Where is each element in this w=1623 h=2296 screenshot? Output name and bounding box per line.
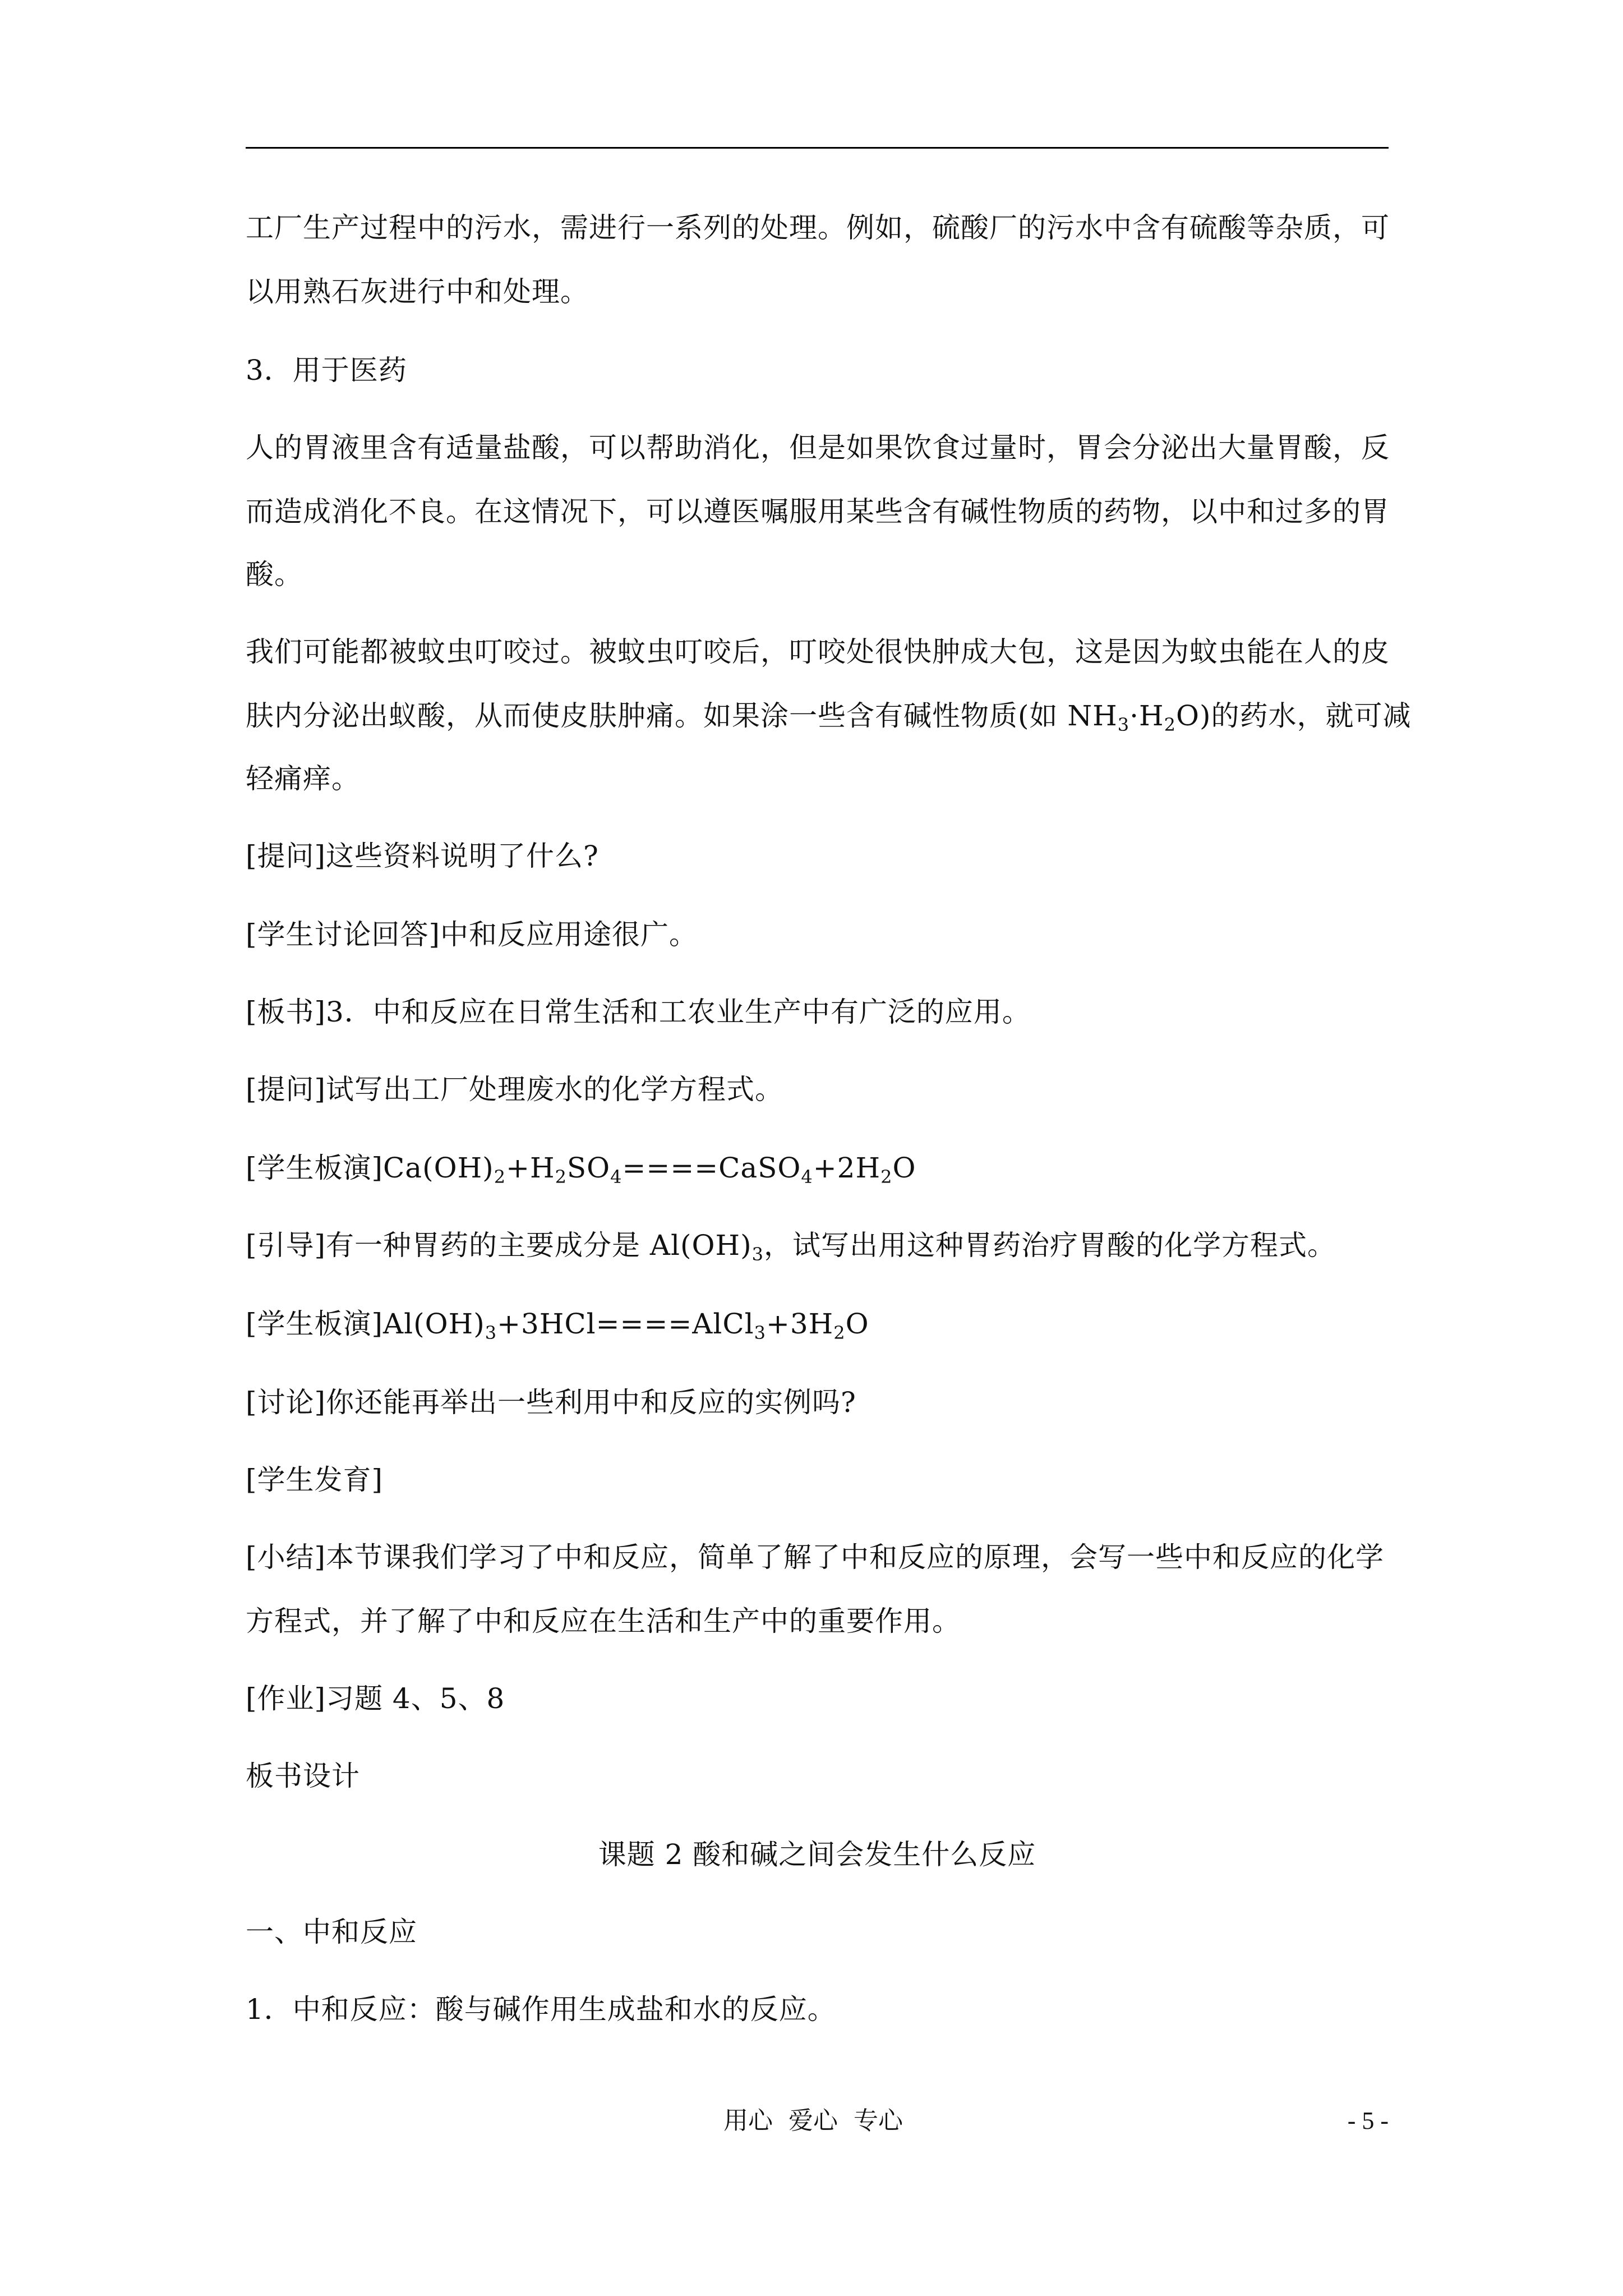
header-rule (246, 147, 1389, 149)
question-line: [提问]试写出工厂处理废水的化学方程式。 (246, 1073, 784, 1106)
paragraph-line-formula: 肤内分泌出蚁酸，从而使皮肤肿痛。如果涂一些含有碱性物质(如 $NH_3\cdot H_2O$)的药水，就可减 (246, 700, 1412, 735)
discussion-line: [讨论]你还能再举出一些利用中和反应的实例吗? (246, 1386, 856, 1419)
paragraph-line: 工厂生产过程中的污水，需进行一系列的处理。例如，硫酸厂的污水中含有硫酸等杂质，可 (246, 211, 1390, 244)
homework-line: [作业]习题 4、5、8 (246, 1682, 505, 1715)
paragraph-line: 酸。 (246, 558, 303, 591)
equation-line: [学生板演]$Al(OH)_3+3HCl====AlCl_3+3H_2O$ (246, 1308, 869, 1343)
paragraph-line: 轻痛痒。 (246, 762, 360, 795)
answer-line: [学生讨论回答]中和反应用途很广。 (246, 918, 698, 951)
question-line: [提问]这些资料说明了什么? (246, 840, 599, 872)
lesson-title: 课题 2 酸和碱之间会发生什么反应 (598, 1838, 1036, 1871)
equation-line: [学生板演]$Ca(OH)_2+H_2SO_4====CaSO_4+2H_2O$ (246, 1152, 916, 1188)
summary-line: 方程式，并了解了中和反应在生活和生产中的重要作用。 (246, 1605, 961, 1637)
outline-heading: 一、中和反应 (246, 1916, 417, 1948)
footer-motto: 用心 爱心 专心 (723, 2106, 903, 2135)
guide-line: [引导]有一种胃药的主要成分是 $Al(OH)_3$，试写出用这种胃药治疗胃酸的化学方程式。 (246, 1229, 1336, 1265)
board-note-line: [板书]3．中和反应在日常生活和工农业生产中有广泛的应用。 (246, 996, 1031, 1028)
paragraph-line: 以用熟石灰进行中和处理。 (246, 275, 589, 308)
paragraph-line: 而造成消化不良。在这情况下，可以遵医嘱服用某些含有碱性物质的药物，以中和过多的胃 (246, 495, 1390, 528)
summary-line: [小结]本节课我们学习了中和反应，简单了解了中和反应的原理，会写一些中和反应的化学 (246, 1541, 1385, 1573)
section-heading: 3．用于医药 (246, 354, 407, 386)
paragraph-line: 人的胃液里含有适量盐酸，可以帮助消化，但是如果饮食过量时，胃会分泌出大量胃酸，反 (246, 431, 1390, 464)
board-design-heading: 板书设计 (246, 1760, 360, 1792)
student-line: [学生发育] (246, 1464, 384, 1496)
page-number: - 5 - (1347, 2107, 1389, 2134)
outline-item: 1．中和反应：酸与碱作用生成盐和水的反应。 (246, 1993, 836, 2026)
paragraph-line: 我们可能都被蚊虫叮咬过。被蚊虫叮咬后，叮咬处很快肿成大包，这是因为蚊虫能在人的皮 (246, 636, 1390, 668)
